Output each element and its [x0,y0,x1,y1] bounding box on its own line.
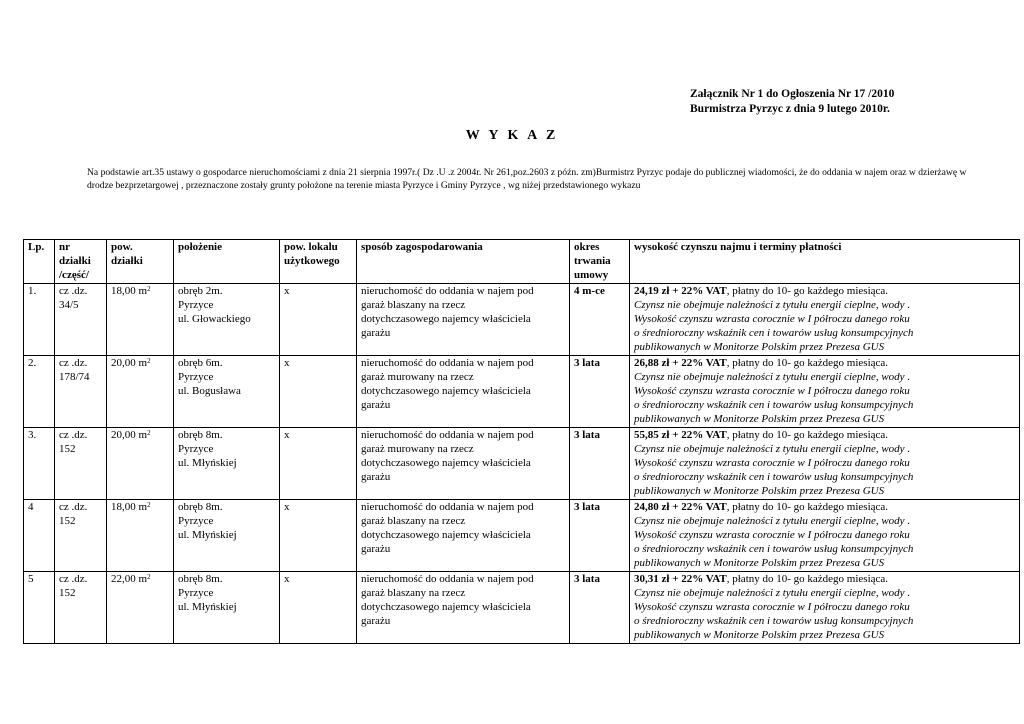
cell-nr: cz .dz. 152 [55,427,107,499]
cell-lp: 3. [24,427,55,499]
cell-sposob: nieruchomość do oddania w najem pod garaż murowany na rzecz dotychczasowego najemcy właściciela garażu [357,355,570,427]
col-header-nr: nr działki /część/ [55,240,107,284]
table-row [24,427,1020,499]
cell-nr: cz .dz. 34/5 [55,283,107,355]
wykaz-table [23,239,1020,644]
table-header-row [24,240,1020,284]
col-header-lp: Lp. [24,240,55,284]
area-value: 18,00 m [111,284,148,297]
col-header-okres: okres trwania umowy [570,240,630,284]
cell-sposob: nieruchomość do oddania w najem pod garaż blaszany na rzecz dotychczasowego najemcy właściciela garażu [357,283,570,355]
rent-amount: 26,88 zł + 22% VAT [634,356,727,369]
cell-okres: 4 m-ce [570,283,630,355]
cell-czynsz [630,355,1020,427]
cell-polozenie: obręb 8m. Pyrzyce ul. Młyńskiej [174,427,280,499]
cell-nr: cz .dz. 152 [55,571,107,643]
area-unit-sup: 2 [147,500,151,509]
rent-amount: 24,19 zł + 22% VAT [634,284,727,297]
area-value: 20,00 m [111,428,148,441]
area-value: 18,00 m [111,500,148,513]
col-header-polozenie: położenie [174,240,280,284]
cell-sposob: nieruchomość do oddania w najem pod garaż murowany na rzecz dotychczasowego najemcy właściciela garażu [357,427,570,499]
cell-area [107,355,174,427]
rent-terms: , płatny do 10- go każdego miesiąca. [726,428,889,441]
cell-lokal: x [280,499,357,571]
rent-note: Czynsz nie obejmuje należności z tytułu energii cieplne, wody . Wysokość czynszu wzrasta corocznie w I półroczu danego roku o średnioroczny wskaźnik cen i towarów usług konsumpcyjnych publikowanych w Monitorze Polskim przez Prezesa GUS [634,442,914,498]
cell-polozenie: obręb 6m. Pyrzyce ul. Bogusława [174,355,280,427]
area-unit-sup: 2 [147,356,151,365]
rent-note: Czynsz nie obejmuje należności z tytułu energii cieplne, wody . Wysokość czynszu wzrasta corocznie w I półroczu danego roku o średnioroczny wskaźnik cen i towarów usług konsumpcyjnych publikowanych w Monitorze Polskim przez Prezesa GUS [634,370,914,426]
col-header-sposob: sposób zagospodarowania [357,240,570,284]
table-row [24,283,1020,355]
rent-terms: , płatny do 10- go każdego miesiąca. [726,572,889,585]
intro-paragraph: Na podstawie art.35 ustawy o gospodarce nieruchomościami z dnia 21 sierpnia 1997r.( Dz .U .z 2004r. Nr 261,poz.2603 z późn. zm)Burmistrz Pyrzyc podaje do publicznej wiadomości, że do oddania w najem oraz w dzierżawę w drodze bezprzetargowej , przeznaczone zostały grunty położone na terenie miasta Pyrzyce i Gminy Pyrzyce , wg niżej przedstawionego wykazu [87,167,967,191]
rent-terms: , płatny do 10- go każdego miesiąca. [726,284,889,297]
table-row [24,571,1020,643]
area-unit-sup: 2 [147,284,151,293]
area-unit-sup: 2 [147,428,151,437]
cell-czynsz [630,499,1020,571]
rent-note: Czynsz nie obejmuje należności z tytułu energii cieplne, wody . Wysokość czynszu wzrasta corocznie w I półroczu danego roku o średnioroczny wskaźnik cen i towarów usług konsumpcyjnych publikowanych w Monitorze Polskim przez Prezesa GUS [634,514,914,570]
cell-lp: 4 [24,499,55,571]
cell-area [107,571,174,643]
annex-line-2: Burmistrza Pyrzyc z dnia 9 lutego 2010r. [690,103,890,115]
rent-note: Czynsz nie obejmuje należności z tytułu energii cieplne, wody . Wysokość czynszu wzrasta corocznie w I półroczu danego roku o średnioroczny wskaźnik cen i towarów usług konsumpcyjnych publikowanych w Monitorze Polskim przez Prezesa GUS [634,586,914,642]
col-header-pow: pow. działki [107,240,174,284]
cell-area [107,283,174,355]
cell-lokal: x [280,283,357,355]
area-value: 22,00 m [111,572,148,585]
cell-okres: 3 lata [570,571,630,643]
area-unit-sup: 2 [147,572,151,581]
rent-amount: 55,85 zł + 22% VAT [634,428,727,441]
area-value: 20,00 m [111,356,148,369]
cell-polozenie: obręb 8m. Pyrzyce ul. Młyńskiej [174,499,280,571]
cell-area [107,499,174,571]
cell-polozenie: obręb 8m. Pyrzyce ul. Młyńskiej [174,571,280,643]
document-title: W Y K A Z [465,128,559,143]
cell-czynsz [630,571,1020,643]
table-row [24,499,1020,571]
cell-area [107,427,174,499]
cell-lp: 1. [24,283,55,355]
rent-terms: , płatny do 10- go każdego miesiąca. [726,500,889,513]
cell-lokal: x [280,355,357,427]
col-header-lokal: pow. lokalu użytkowego [280,240,357,284]
cell-sposob: nieruchomość do oddania w najem pod garaż blaszany na rzecz dotychczasowego najemcy właściciela garażu [357,499,570,571]
cell-czynsz [630,427,1020,499]
cell-okres: 3 lata [570,355,630,427]
cell-czynsz [630,283,1020,355]
cell-nr: cz .dz. 152 [55,499,107,571]
cell-okres: 3 lata [570,499,630,571]
table-row [24,355,1020,427]
annex-header [690,87,894,117]
cell-polozenie: obręb 2m. Pyrzyce ul. Głowackiego [174,283,280,355]
cell-lp: 2. [24,355,55,427]
annex-line-1: Załącznik Nr 1 do Ogłoszenia Nr 17 /2010 [690,88,895,100]
cell-lokal: x [280,427,357,499]
rent-terms: , płatny do 10- go każdego miesiąca. [726,356,889,369]
cell-nr: cz .dz. 178/74 [55,355,107,427]
cell-lp: 5 [24,571,55,643]
rent-amount: 30,31 zł + 22% VAT [634,572,727,585]
col-header-czynsz: wysokość czynszu najmu i terminy płatności [630,240,1020,284]
cell-okres: 3 lata [570,427,630,499]
cell-sposob: nieruchomość do oddania w najem pod garaż blaszany na rzecz dotychczasowego najemcy właściciela garażu [357,571,570,643]
rent-amount: 24,80 zł + 22% VAT [634,500,727,513]
rent-note: Czynsz nie obejmuje należności z tytułu energii cieplne, wody . Wysokość czynszu wzrasta corocznie w I półroczu danego roku o średnioroczny wskaźnik cen i towarów usług konsumpcyjnych publikowanych w Monitorze Polskim przez Prezesa GUS [634,298,914,354]
cell-lokal: x [280,571,357,643]
